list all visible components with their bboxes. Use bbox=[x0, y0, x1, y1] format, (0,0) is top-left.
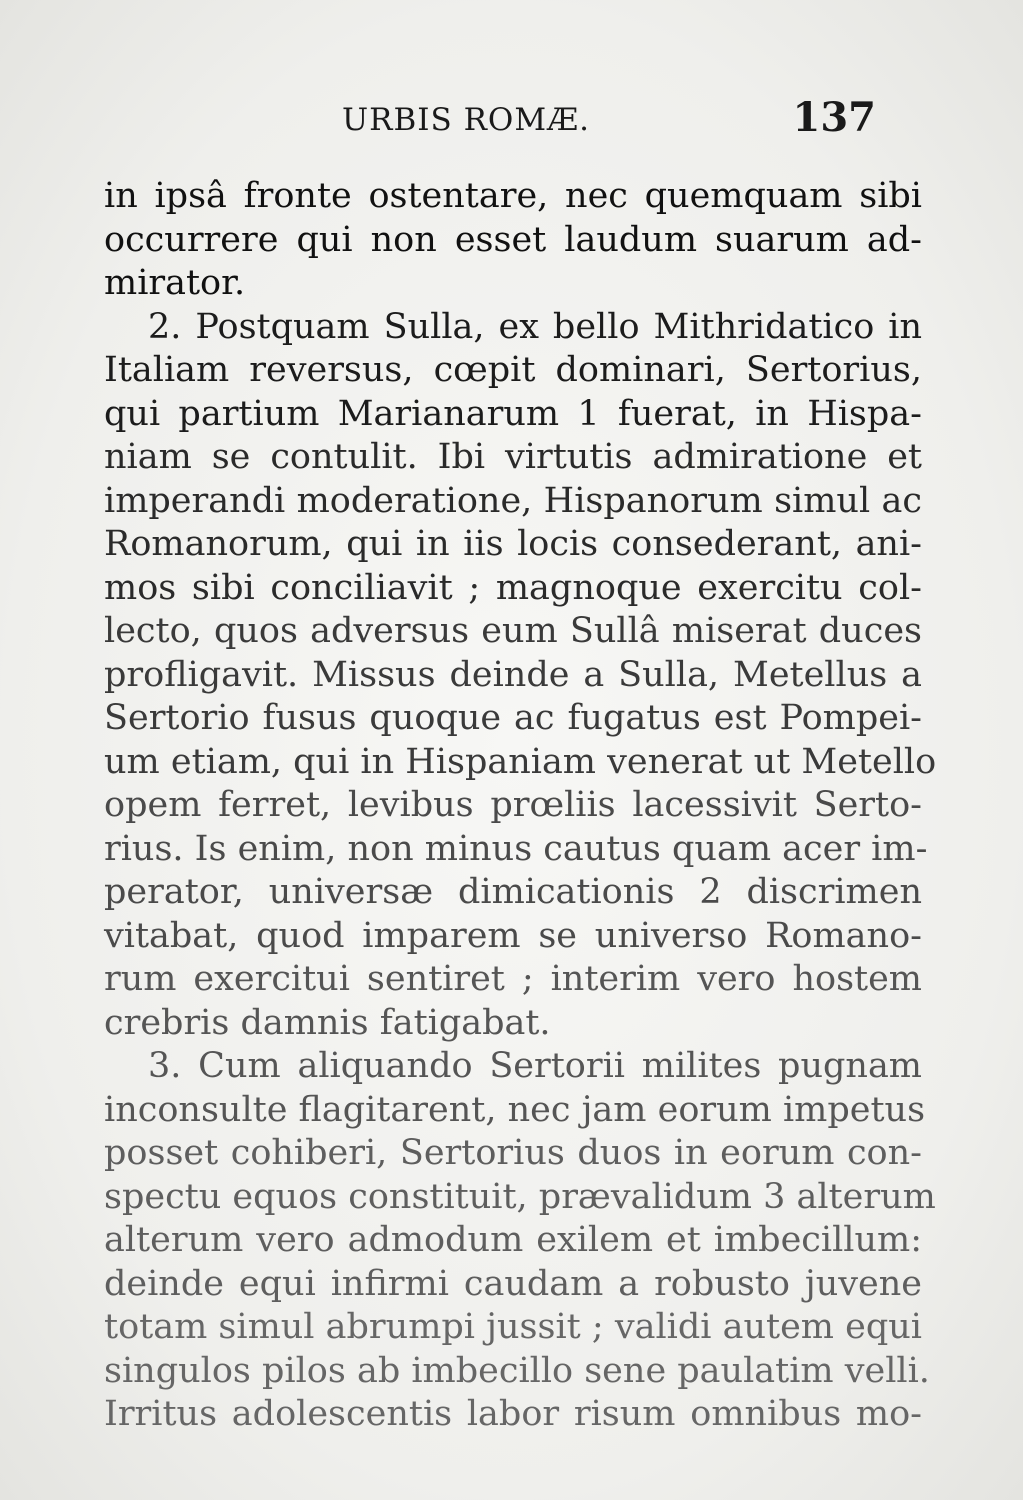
text-line: 2. Postquam Sulla, ex bello Mithridatico in bbox=[148, 306, 922, 347]
text-line: perator, universæ dimicationis 2 discrimen bbox=[104, 872, 922, 912]
text-line: um etiam, qui in Hispaniam venerat ut Metello bbox=[104, 741, 937, 782]
text-line: lecto, quos adversus eum Sullâ miserat duces bbox=[104, 611, 922, 651]
text-line: rius. Is enim, non minus cautus quam acer im- bbox=[104, 828, 928, 869]
text-line: Italiam reversus, cœpit dominari, Sertorius, bbox=[104, 350, 922, 390]
text-line: opem ferret, levibus prœliis lacessivit Serto- bbox=[104, 785, 922, 825]
text-line: vitabat, quod imparem se universo Romano- bbox=[104, 915, 922, 956]
text-line: in ipsâ fronte ostentare, nec quemquam sibi bbox=[104, 176, 922, 216]
running-title: URBIS ROMÆ. bbox=[342, 102, 590, 138]
text-line: mos sibi conciliavit ; magnoque exercitu col- bbox=[104, 567, 922, 608]
page-number: 137 bbox=[792, 94, 876, 141]
text-line: qui partium Marianarum 1 fuerat, in Hispa- bbox=[104, 393, 922, 434]
text-line: inconsulte flagitarent, nec jam eorum impetus bbox=[104, 1089, 926, 1130]
text-line: profligavit. Missus deinde a Sulla, Metellus a bbox=[104, 654, 922, 695]
text-line: totam simul abrumpi jussit ; validi autem equi bbox=[104, 1307, 922, 1347]
text-line: rum exercitui sentiret ; interim vero hostem bbox=[104, 959, 922, 999]
text-line: Sertorio fusus quoque ac fugatus est Pompei- bbox=[104, 698, 922, 738]
text-line: occurrere qui non esset laudum suarum ad- bbox=[104, 219, 922, 260]
text-line: deinde equi infirmi caudam a robusto juvene bbox=[104, 1263, 922, 1304]
text-line: crebris damnis fatigabat. bbox=[104, 1002, 551, 1043]
text-line: spectu equos constituit, prævalidum 3 alterum bbox=[104, 1176, 936, 1217]
text-line: imperandi moderatione, Hispanorum simul ac bbox=[104, 480, 922, 521]
text-line: singulos pilos ab imbecillo sene paulatim velli. bbox=[104, 1350, 930, 1391]
text-line: Romanorum, qui in iis locis consederant, ani- bbox=[104, 524, 922, 564]
text-line: mirator. bbox=[104, 263, 246, 303]
text-line: alterum vero admodum exilem et imbecillum: bbox=[104, 1220, 922, 1260]
text-line: Irritus adolescentis labor risum omnibus mo- bbox=[104, 1394, 922, 1434]
text-line: 3. Cum aliquando Sertorii milites pugnam bbox=[148, 1046, 922, 1086]
running-head bbox=[100, 94, 920, 144]
body-text bbox=[104, 175, 937, 1437]
text-line: niam se contulit. Ibi virtutis admiratione et bbox=[104, 437, 922, 477]
text-line: posset cohiberi, Sertorius duos in eorum con- bbox=[104, 1133, 922, 1173]
